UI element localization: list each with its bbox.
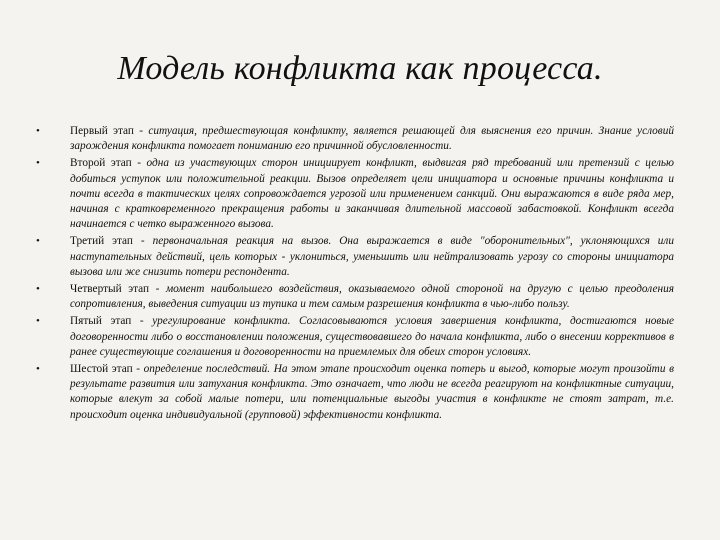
bullet-item-6	[36, 362, 674, 423]
stage-description: урегулирование конфликта. Согласовываются условия завершения конфликта, достигаются новые договоренности либо о восстановлении положения, существовавшего до начала конфликта, либо о внесении коррективов в ранее существующие соглашения и договоренности на приемлемых для обеих сторон условиях.	[70, 315, 675, 358]
stage-description: ситуация, предшествующая конфликту, является решающей для выяснения его причин. Знание условий зарождения конфликта помогает пониманию его причинной обусловленности.	[70, 125, 675, 153]
stage-description: первоначальная реакция на вызов. Она выражается в виде "оборонительных", уклоняющихся или наступательных действий, цель которых - уклониться, уменьшить или нейтрализовать угрозу со стороны инициатора вызова или же снизить потери респондента.	[70, 235, 674, 278]
bullet-item-5	[36, 314, 674, 360]
slide-title: Модель конфликта как процесса.	[117, 50, 603, 87]
bullet-dot-icon: •	[36, 157, 40, 170]
stage-label: Первый этап -	[70, 125, 149, 137]
stage-description: одна из участвующих сторон инициирует конфликт, выдвигая ряд требований или претензий с целью добиться уступок или положительной реакции. Вызов определяет цели инициатора и основные причины конфликта и почти всегда в тактических целях сопровождается угрозой или применением санкций. Они выражаются в виде ряда мер, начиная с кратковременного прекращения работы и заканчивая длительной массовой забастовкой. Конфликт всегда начинается с четко выраженного вызова.	[70, 157, 674, 231]
stage-label: Второй этап -	[70, 157, 147, 170]
bullet-dot-icon: •	[36, 283, 40, 296]
bullet-dot-icon: •	[36, 363, 40, 376]
bullet-item-2	[36, 156, 674, 232]
bullet-item-3	[36, 234, 674, 280]
stage-label: Четвертый этап -	[70, 283, 166, 296]
bullet-dot-icon: •	[36, 125, 40, 137]
bullet-list	[36, 124, 674, 425]
bullet-item-1	[36, 124, 674, 154]
stage-description: момент наибольшего воздействия, оказываемого одной стороной на другую с целью преодоления сопротивления, выведения ситуации из тупика и тем самым разрешения конфликта в чью-либо пользу.	[70, 283, 675, 311]
bullet-dot-icon: •	[36, 235, 40, 248]
bullet-item-4	[36, 282, 674, 312]
stage-label: Пятый этап -	[70, 315, 153, 328]
stage-description: определение последствий. На этом этапе происходит оценка потерь и выгод, которые могут произойти в результате развития или затухания конфликта. Это означает, что люди не всегда реагируют на конфликтные ситуации, которые влекут за собой малые потери, или потенциальные выгоды участия в конфликте не стоят затрат, т.е. происходит оценка индивидуальной (групповой) эффективности конфликта.	[70, 363, 674, 421]
bullet-dot-icon: •	[36, 315, 40, 328]
stage-label: Шестой этап -	[70, 363, 144, 376]
stage-label: Третий этап -	[70, 235, 153, 248]
